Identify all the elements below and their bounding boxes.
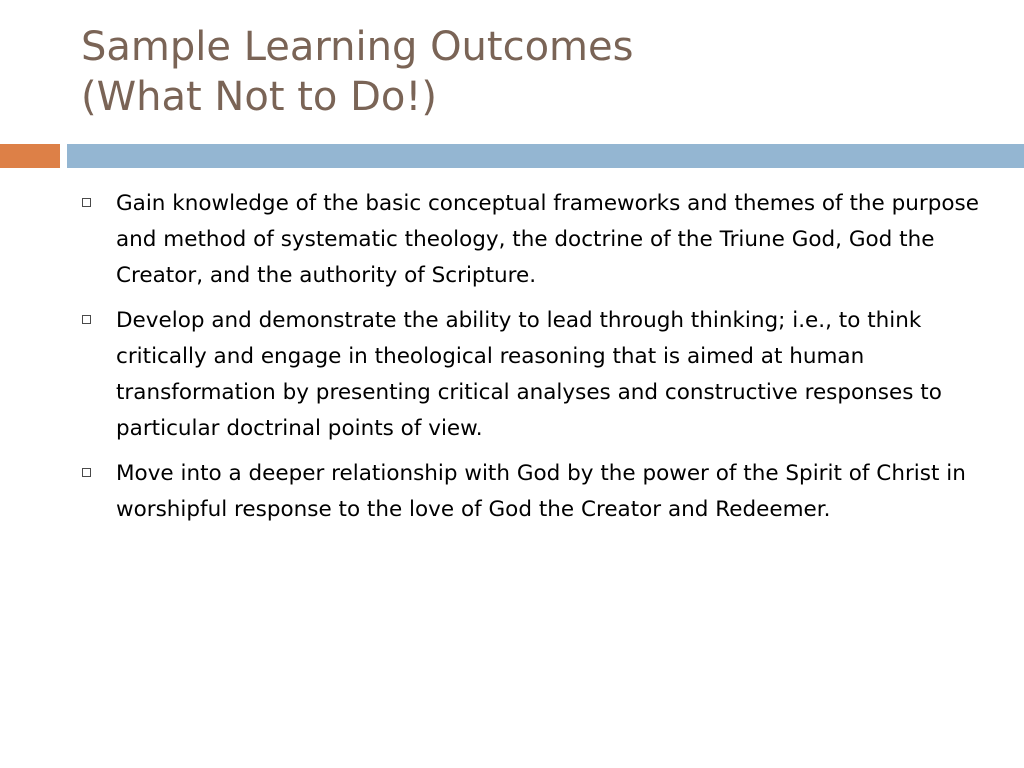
list-item bbox=[80, 303, 980, 447]
slide-title-line-1: Sample Learning Outcomes bbox=[81, 24, 634, 70]
slide-title bbox=[81, 22, 981, 122]
outcome-list bbox=[80, 186, 980, 537]
slide-title-line-2: (What Not to Do!) bbox=[81, 74, 437, 120]
list-item bbox=[80, 456, 980, 528]
list-item-text: Move into a deeper relationship with God by the power of the Spirit of Christ in worshipful response to the love of God the Creator and Redeemer. bbox=[116, 461, 966, 522]
square-bullet-icon bbox=[82, 198, 91, 207]
square-bullet-icon bbox=[82, 468, 91, 477]
list-item-text: Gain knowledge of the basic conceptual frameworks and themes of the purpose and method of systematic theology, the doctrine of the Triune God, God the Creator, and the authority of Scripture. bbox=[116, 191, 979, 288]
accent-rule-orange bbox=[0, 144, 60, 168]
list-item bbox=[80, 186, 980, 294]
list-item-text: Develop and demonstrate the ability to lead through thinking; i.e., to think critically and engage in theological reasoning that is aimed at human transformation by presenting critical analyses and constructive responses to particular doctrinal points of view. bbox=[116, 308, 942, 441]
square-bullet-icon bbox=[82, 315, 91, 324]
accent-rule-blue bbox=[67, 144, 1024, 168]
